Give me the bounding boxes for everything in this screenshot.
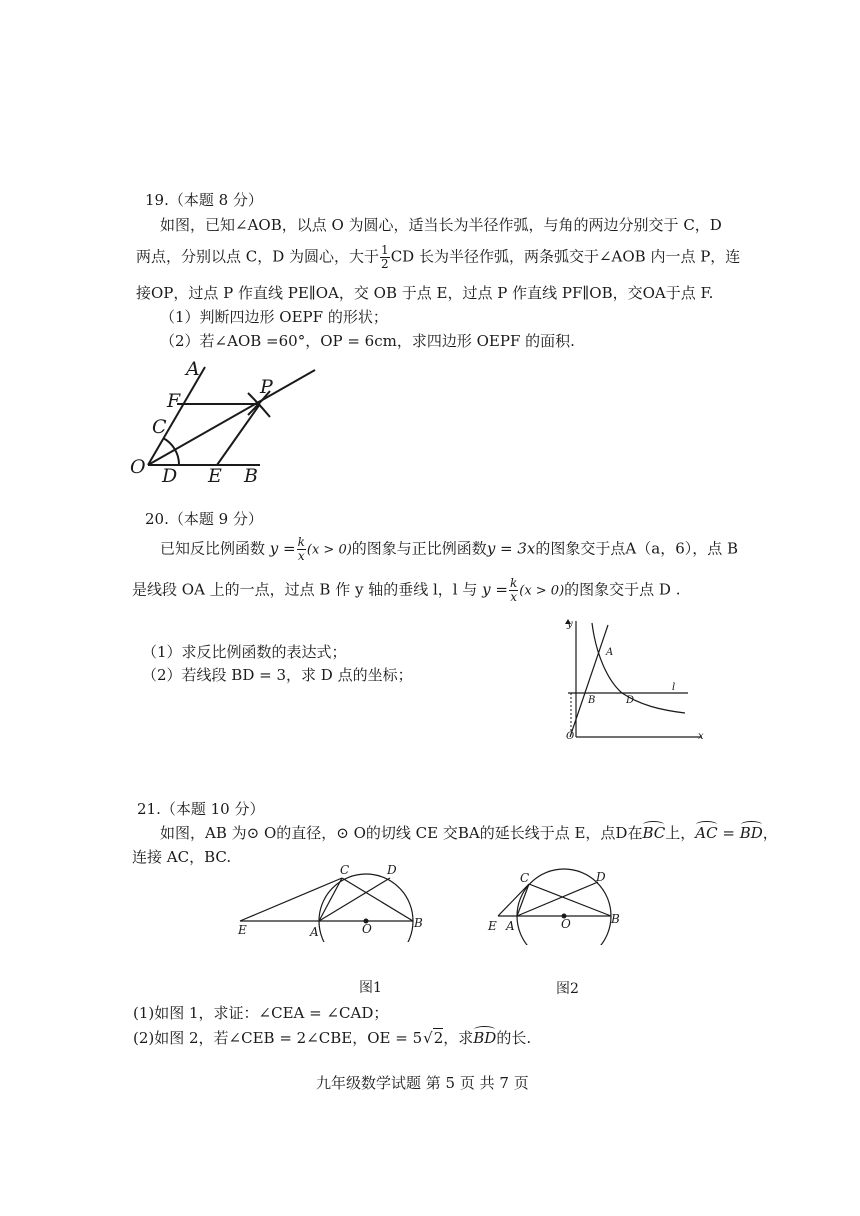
fig2-label-e: E [488,919,497,933]
q21-sub2-sqrt: 2 [433,1029,444,1047]
q20-l2-b: 的图象交于点 D . [564,580,681,599]
tangent-ce [240,878,342,921]
q21-figure1 [230,860,435,942]
fig2-label-a: A [506,919,515,933]
ray-op [148,370,315,465]
fig2-label-d: D [596,870,606,884]
q20-l2-frac-num: k [509,576,518,590]
q21-sub2 [133,1027,531,1048]
q19-line2 [136,244,740,271]
tangent-ce [498,884,529,916]
q21-sub2-b: ，求 [443,1029,474,1047]
fig2-label-b: B [611,912,620,926]
q20-figure [560,615,710,745]
sqrt-sign: √ [423,1029,433,1047]
q21-header: 21.（本题 10 分） [137,800,265,818]
q21-fig2-caption: 图2 [556,981,579,997]
chord-cb [529,884,611,916]
q20-l1-fraction [297,536,306,563]
q21-sub2-arc: BD [473,1029,497,1047]
q21-sub1: (1)如图 1，求证：∠CEA = ∠CAD； [133,1004,389,1022]
q20-l1-a: 已知反比例函数 [160,539,266,558]
label-d: D [162,465,178,487]
hyperbola [592,623,685,713]
label-c: C [152,416,167,438]
fig1-label-d: D [387,863,397,877]
q20-l1-func: y = [269,539,296,558]
q19-header: 19.（本题 8 分） [145,191,263,209]
label-a: A [186,358,200,380]
fig1-label-c: C [340,863,350,877]
q19-line2-before: 两点，分别以点 C，D 为圆心，大于 [136,247,380,266]
q20-line2 [132,577,681,604]
q19-frac-num: 1 [381,243,389,257]
q21-line1-b: 上， [665,824,696,842]
q19-frac-den: 2 [381,257,389,271]
label-e: E [208,465,222,487]
q21-arc-ac: AC [695,824,718,842]
label-b: B [588,695,596,706]
q21-line1-eq: = [717,824,740,842]
label-o: O [566,731,575,742]
label-b: B [244,465,258,487]
q19-sub2: （2）若∠AOB =60°，OP = 6cm，求四边形 OEPF 的面积. [160,332,575,350]
q20-sub2: （2）若线段 BD = 3，求 D 点的坐标； [142,666,413,684]
q21-line1 [160,822,778,843]
fig2-label-o: O [561,917,571,931]
label-p: P [260,376,273,398]
q20-l2-frac-den: x [510,590,517,604]
q21-sub2-a: (2)如图 2，若∠CEB = 2∠CBE，OE = 5 [133,1029,423,1047]
fig1-label-b: B [414,916,423,930]
q20-sub1: （1）求反比例函数的表达式； [142,643,347,661]
q20-l2-fraction [509,577,518,604]
q21-sub2-c: 的长. [496,1029,532,1047]
q20-l2-func: y = [482,580,508,599]
q21-fig1-caption: 图1 [359,980,382,996]
q21-arc-bd: BD [739,824,763,842]
label-f: F [167,390,181,412]
q20-l2-a: 是线段 OA 上的一点，过点 B 作 y 轴的垂线 l，l 与 [132,580,478,599]
q19-line1: 如图，已知∠AOB，以点 O 为圆心，适当长为半径作弧，与角的两边分别交于 C，D [160,216,722,234]
chord-ad [517,882,598,916]
q21-line1-a: 如图，AB 为⊙ O的直径，⊙ O的切线 CE 交BA的延长线于点 E，点D在 [160,824,643,842]
fig1-label-a: A [310,925,319,939]
q20-header: 20.（本题 9 分） [145,510,263,528]
label-y: y [567,619,573,630]
q20-l1-cond: (x > 0) [306,542,352,558]
q21-line2: 连接 AC，BC. [132,848,232,866]
q21-figure2 [480,860,625,945]
q20-line1 [160,536,738,563]
label-d: D [626,695,635,706]
fig2-label-c: C [520,871,530,885]
label-l: l [672,682,676,693]
q21-arc-bc: BC [642,824,666,842]
page-footer: 九年级数学试题 第 5 页 共 7 页 [316,1074,529,1092]
chord-ad [319,878,390,921]
q19-fraction [380,244,390,271]
label-o: O [130,456,146,478]
q19-line3: 接OP，过点 P 作直线 PE∥OA，交 OB 于点 E，过点 P 作直线 PF∥OB，交OA于点 F. [136,284,714,302]
q20-l1-c: 的图象交于点 [535,539,626,558]
label-x: x [698,731,704,742]
q19-line2-after: CD 长为半径作弧，两条弧交于∠AOB 内一点 P，连 [390,247,741,266]
label-a: A [606,647,614,658]
fig1-label-o: O [362,922,372,936]
q19-sub1: （1）判断四边形 OEPF 的形状； [160,308,388,326]
chord-cb [342,878,413,921]
q20-l2-cond: (x > 0) [519,583,565,599]
q21-line1-end: ， [762,824,778,842]
q20-l1-frac-den: x [297,549,305,563]
q20-l1-eq: y = 3x [486,539,536,558]
q19-figure [120,355,330,490]
q20-l1-frac-num: k [297,535,305,549]
q20-l1-pt: A（a，6），点 B [625,539,739,558]
fig1-label-e: E [238,923,247,937]
q20-l1-b: 的图象与正比例函数 [351,539,487,558]
